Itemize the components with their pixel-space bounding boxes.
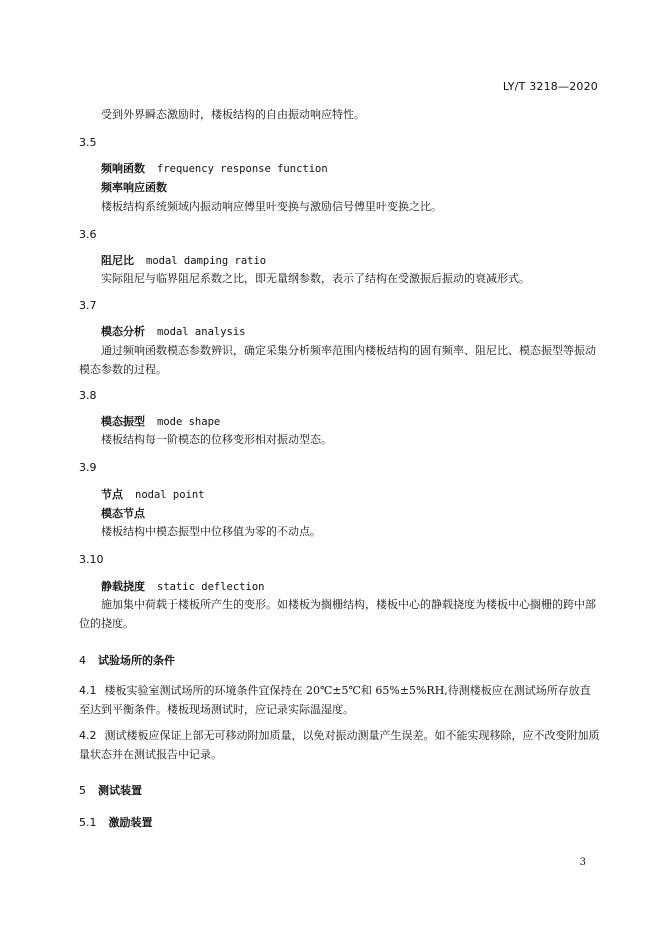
clause: [79, 727, 601, 764]
subsection-heading: [79, 814, 153, 830]
term-en: frequency response function: [157, 163, 328, 175]
term-heading: [101, 252, 266, 268]
section-heading: [79, 652, 175, 668]
section-number: 4: [79, 654, 86, 667]
term-zh: 模态分析: [101, 325, 145, 338]
term-zh: 节点: [101, 488, 123, 501]
term-definition: 楼板结构中模态振型中位移值为零的不动点。: [101, 525, 321, 538]
clause-number: 4.1: [79, 684, 97, 697]
page-number: 3: [579, 857, 586, 868]
section-title: 测试装置: [98, 784, 142, 797]
subsection-title: 激励装置: [108, 816, 153, 829]
term-zh: 模态振型: [101, 415, 145, 428]
term-en: modal damping ratio: [146, 255, 267, 267]
term-definition: 楼板结构每一阶模态的位移变形相对振动型态。: [101, 433, 332, 446]
standard-number: LY/T 3218—2020: [502, 80, 598, 93]
term-number: 3.6: [79, 228, 97, 241]
term-zh: 阻尼比: [101, 254, 134, 267]
term-number: 3.8: [79, 389, 97, 402]
section-title: 试验场所的条件: [98, 654, 175, 667]
term-zh: 静载挠度: [101, 580, 145, 593]
clause: [79, 682, 601, 719]
term-definition: 实际阻尼与临界阻尼系数之比，即无量纲参数，表示了结构在受激振后振动的衰减形式。: [101, 272, 530, 285]
term-zh: 频响函数: [101, 162, 145, 175]
term-heading: [101, 486, 205, 502]
term-heading: [101, 160, 328, 176]
section-heading: [79, 782, 142, 798]
term-heading: [101, 413, 220, 429]
term-number: 3.5: [79, 136, 97, 149]
clause-number: 4.2: [79, 729, 97, 742]
term-heading: [101, 323, 246, 339]
term-number: 3.9: [79, 461, 97, 474]
term-en: mode shape: [157, 416, 221, 428]
term-en: static deflection: [157, 581, 265, 593]
clause-text: 楼板实验室测试场所的环境条件宜保持在 20℃±5℃和 65%±5%RH,待测楼板应在测试场所存放直至达到平衡条件。楼板现场测试时，应记录实际温湿度。: [79, 684, 591, 716]
term-definition: 通过频响函数模态参数辨识，确定采集分析频率范围内楼板结构的固有频率、阻尼比、模态振型等振动模态参数的过程。: [79, 344, 596, 376]
term-alt: 频率响应函数: [101, 181, 167, 194]
term-number: 3.7: [79, 299, 97, 312]
term-number: 3.10: [79, 553, 104, 566]
term-heading: [101, 578, 264, 594]
term-definition: 楼板结构系统频域内振动响应傅里叶变换与激励信号傅里叶变换之比。: [101, 200, 442, 213]
term-en: nodal point: [135, 489, 205, 501]
subsection-number: 5.1: [79, 816, 97, 829]
clause-text: 测试楼板应保证上部无可移动附加质量，以免对振动测量产生误差。如不能实现移除，应不改变附加质量状态并在测试报告中记录。: [79, 729, 600, 761]
section-number: 5: [79, 784, 86, 797]
term-en: modal analysis: [157, 326, 246, 338]
term-alt: 模态节点: [101, 507, 145, 520]
intro-line: 受到外界瞬态激励时，楼板结构的自由振动响应特性。: [101, 108, 365, 121]
term-definition: 施加集中荷载于楼板所产生的变形。如楼板为搁栅结构，楼板中心的静载挠度为楼板中心搁栅的跨中部位的挠度。: [79, 598, 596, 630]
